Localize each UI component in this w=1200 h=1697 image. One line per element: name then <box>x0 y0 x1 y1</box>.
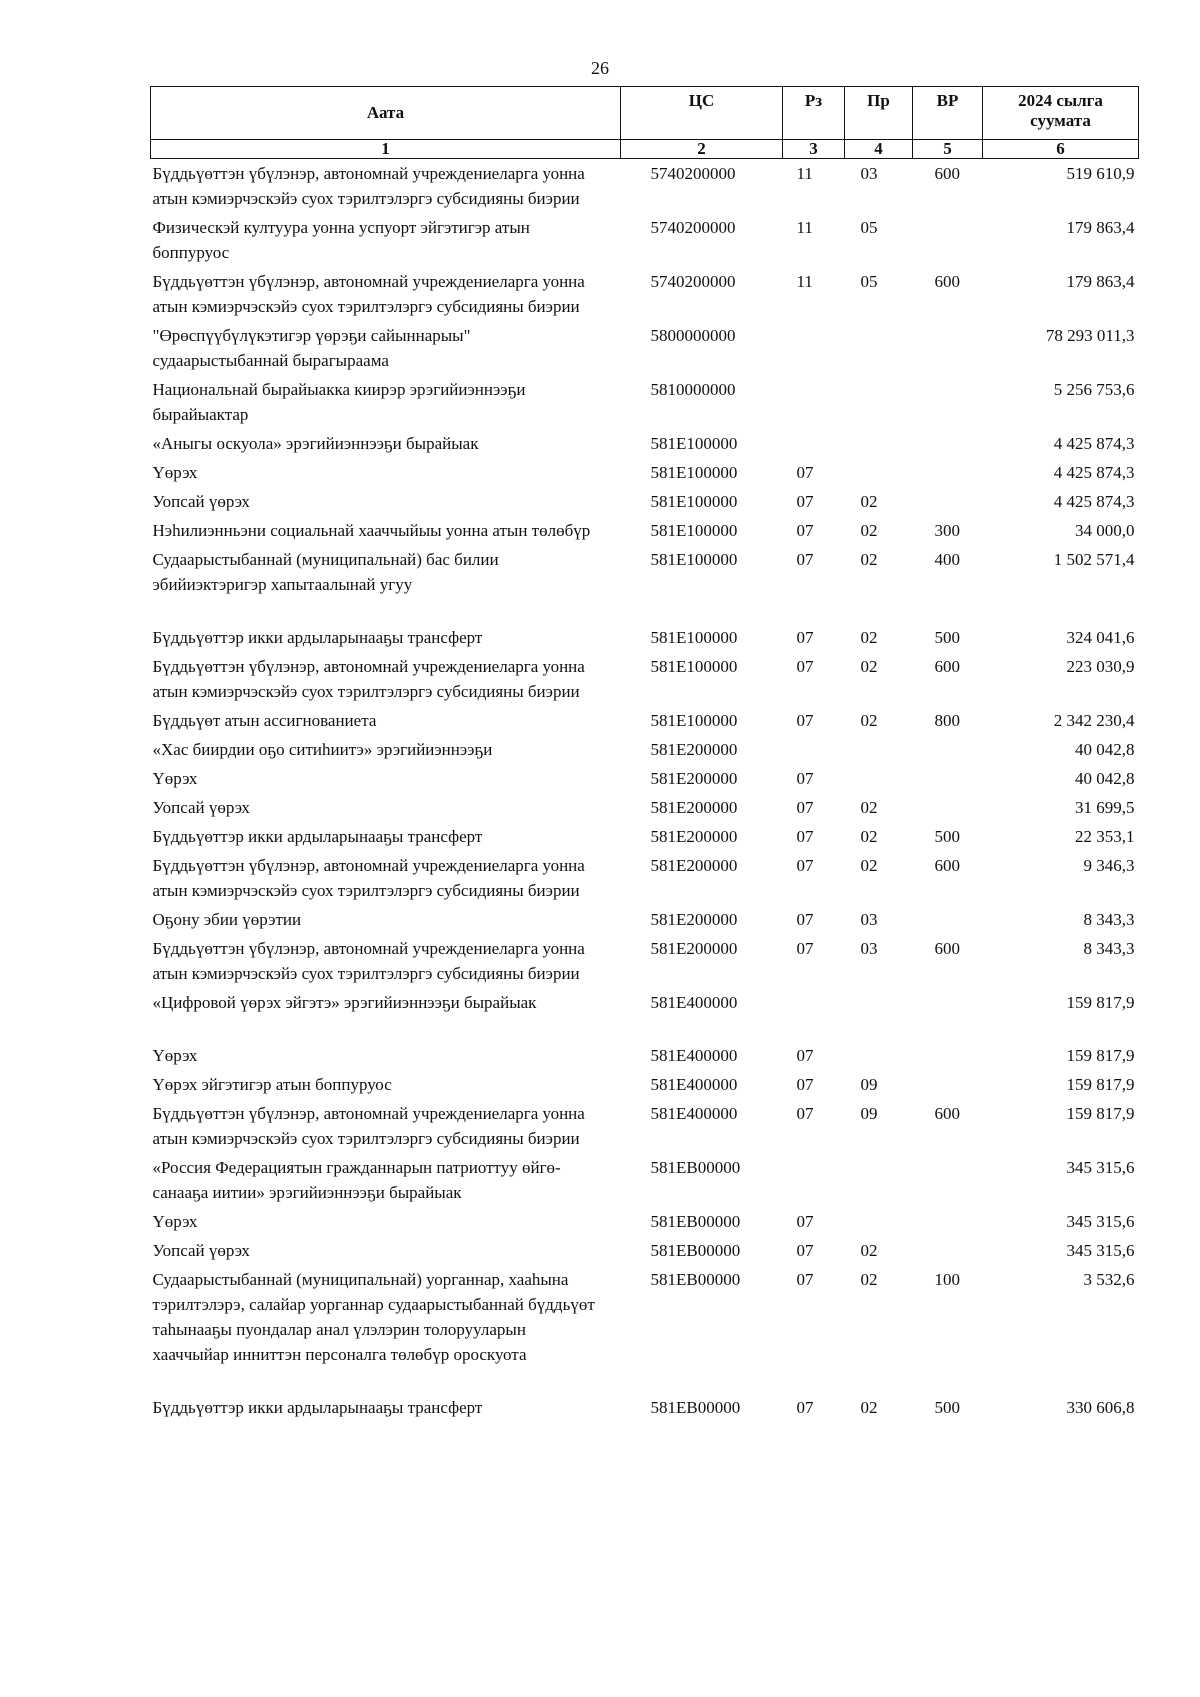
cell-cs: 581E100000 <box>650 657 738 676</box>
cell-sum: 78 293 011,3 <box>1045 326 1135 345</box>
table-row <box>151 375 1139 429</box>
cell-pr <box>845 1041 913 1070</box>
cell-rz: 07 <box>796 939 814 958</box>
cell-pr <box>845 1153 913 1207</box>
table-row <box>151 706 1139 735</box>
cell-rz: 07 <box>796 798 814 817</box>
cell-pr: 03 <box>860 164 878 183</box>
cell-vr: 600 <box>934 272 960 291</box>
header-rz: Рз <box>783 87 845 140</box>
cell-pr <box>845 1207 913 1236</box>
cell-name: Үөрэх <box>152 769 198 788</box>
cell-sum: 3 532,6 <box>1083 1270 1135 1289</box>
cell-sum: 34 000,0 <box>1075 521 1135 540</box>
cell-rz <box>783 1153 845 1207</box>
column-number: 1 <box>151 140 621 159</box>
cell-sum: 8 343,3 <box>1083 910 1135 929</box>
header-cs: ЦС <box>621 87 783 140</box>
cell-vr <box>913 1041 983 1070</box>
cell-name: Бүддьүөттэн үбүлэнэр, автономнай учреждениеларга уонна атын кэмиэрчэскэйэ суох тэрилтэлэргэ субсидияны биэрии <box>152 164 585 208</box>
cell-vr <box>913 1207 983 1236</box>
cell-name: Бүддьүөт атын ассигнованиета <box>152 711 377 730</box>
page-number: 26 <box>591 58 609 78</box>
table-row <box>151 516 1139 545</box>
cell-pr: 02 <box>860 628 878 647</box>
cell-rz: 07 <box>796 1212 814 1231</box>
header-name: Аата <box>151 87 621 140</box>
cell-cs: 581EB00000 <box>650 1241 741 1260</box>
table-row <box>151 429 1139 458</box>
column-number: 5 <box>913 140 983 159</box>
cell-name: Бүддьүөттэн үбүлэнэр, автономнай учреждениеларга уонна атын кэмиэрчэскэйэ суох тэрилтэлэргэ субсидияны биэрии <box>152 272 585 316</box>
cell-name: Үөрэх <box>152 463 198 482</box>
table-row <box>151 159 1139 214</box>
cell-name: «Цифровой үөрэх эйгэтэ» эрэгийиэннээҕи бырайыак <box>152 993 537 1012</box>
cell-vr <box>913 764 983 793</box>
table-row <box>151 545 1139 623</box>
cell-sum: 179 863,4 <box>1066 218 1135 237</box>
cell-cs: 581E400000 <box>650 1104 738 1123</box>
table-row <box>151 1207 1139 1236</box>
cell-rz <box>783 375 845 429</box>
cell-cs: 581E200000 <box>650 769 738 788</box>
cell-cs: 581E100000 <box>650 463 738 482</box>
cell-vr: 600 <box>934 164 960 183</box>
cell-vr <box>913 988 983 1041</box>
cell-pr <box>845 988 913 1041</box>
cell-rz: 07 <box>796 1046 814 1065</box>
cell-vr: 300 <box>934 521 960 540</box>
cell-rz <box>783 429 845 458</box>
cell-cs: 5800000000 <box>650 326 736 345</box>
cell-pr: 02 <box>860 1241 878 1260</box>
cell-name: Бүддьүөттэн үбүлэнэр, автономнай учреждениеларга уонна атын кэмиэрчэскэйэ суох тэрилтэлэргэ субсидияны биэрии <box>152 856 585 900</box>
cell-sum: 31 699,5 <box>1075 798 1135 817</box>
cell-vr <box>913 321 983 375</box>
cell-sum: 4 425 874,3 <box>1053 463 1135 482</box>
cell-pr: 03 <box>860 910 878 929</box>
header-sum: 2024 сылга суумата <box>983 87 1139 140</box>
table-row <box>151 735 1139 764</box>
table-row <box>151 1099 1139 1153</box>
cell-name: Бүддьүөттэн үбүлэнэр, автономнай учреждениеларга уонна атын кэмиэрчэскэйэ суох тэрилтэлэргэ субсидияны биэрии <box>152 939 585 983</box>
cell-rz: 11 <box>796 272 813 291</box>
table-row <box>151 458 1139 487</box>
cell-pr: 02 <box>860 1270 878 1289</box>
table-row <box>151 652 1139 706</box>
column-number: 6 <box>983 140 1139 159</box>
cell-vr <box>913 429 983 458</box>
cell-name: Бүддьүөттэр икки ардыларынааҕы трансферт <box>152 1398 483 1417</box>
cell-rz <box>783 321 845 375</box>
cell-name: Оҕону эбии үөрэтии <box>152 910 302 929</box>
cell-rz: 07 <box>796 711 814 730</box>
cell-rz: 07 <box>796 856 814 875</box>
cell-sum: 159 817,9 <box>1066 993 1135 1012</box>
cell-name: Нэһилиэнньэни социальнай хааччыйыы уонна атын төлөбүр <box>152 521 591 540</box>
cell-rz: 07 <box>796 827 814 846</box>
cell-cs: 581E200000 <box>650 939 738 958</box>
table-row <box>151 1393 1139 1422</box>
cell-name: Үөрэх <box>152 1046 198 1065</box>
cell-vr: 600 <box>934 939 960 958</box>
cell-rz: 07 <box>796 1075 814 1094</box>
cell-name: Үөрэх <box>152 1212 198 1231</box>
cell-cs: 581E400000 <box>650 1075 738 1094</box>
cell-pr <box>845 764 913 793</box>
cell-cs: 581E100000 <box>650 492 738 511</box>
cell-rz: 07 <box>796 1270 814 1289</box>
cell-sum: 22 353,1 <box>1075 827 1135 846</box>
cell-rz: 07 <box>796 463 814 482</box>
cell-sum: 324 041,6 <box>1066 628 1135 647</box>
cell-rz <box>783 735 845 764</box>
cell-pr: 02 <box>860 827 878 846</box>
cell-rz: 07 <box>796 550 814 569</box>
cell-pr: 05 <box>860 272 878 291</box>
cell-vr <box>913 793 983 822</box>
cell-rz: 07 <box>796 910 814 929</box>
cell-pr: 09 <box>860 1075 878 1094</box>
table-row <box>151 1265 1139 1393</box>
cell-vr: 400 <box>934 550 960 569</box>
cell-sum: 159 817,9 <box>1066 1104 1135 1123</box>
cell-pr <box>845 375 913 429</box>
header-pr: Пр <box>845 87 913 140</box>
cell-rz: 07 <box>796 657 814 676</box>
table-row <box>151 905 1139 934</box>
cell-name: "Өрөспүүбүлүкэтигэр үөрэҕи сайыннарыы" судаарыстыбаннай бырагыраама <box>152 326 471 370</box>
cell-pr <box>845 429 913 458</box>
cell-sum: 159 817,9 <box>1066 1046 1135 1065</box>
cell-cs: 581E400000 <box>650 1046 738 1065</box>
cell-name: Физическэй култуура уонна успуорт эйгэтигэр атын боппуруос <box>152 218 530 262</box>
table-row <box>151 1041 1139 1070</box>
cell-sum: 8 343,3 <box>1083 939 1135 958</box>
table-row <box>151 213 1139 267</box>
cell-pr: 02 <box>860 798 878 817</box>
cell-vr: 500 <box>934 1398 960 1417</box>
cell-vr: 800 <box>934 711 960 730</box>
table-row <box>151 623 1139 652</box>
cell-vr <box>913 487 983 516</box>
cell-pr: 02 <box>860 657 878 676</box>
table-row <box>151 793 1139 822</box>
cell-pr <box>845 458 913 487</box>
cell-cs: 5740200000 <box>650 164 736 183</box>
cell-vr: 600 <box>934 856 960 875</box>
cell-rz <box>783 988 845 1041</box>
cell-vr: 100 <box>934 1270 960 1289</box>
cell-name: Уопсай үөрэх <box>152 798 250 817</box>
cell-pr: 09 <box>860 1104 878 1123</box>
cell-pr: 03 <box>860 939 878 958</box>
cell-pr: 02 <box>860 711 878 730</box>
column-number-row <box>151 140 1139 159</box>
cell-sum: 40 042,8 <box>1075 740 1135 759</box>
budget-table <box>150 86 1139 1422</box>
cell-vr <box>913 1153 983 1207</box>
table-row <box>151 934 1139 988</box>
cell-vr <box>913 905 983 934</box>
cell-vr <box>913 735 983 764</box>
table-row <box>151 321 1139 375</box>
table-row <box>151 1236 1139 1265</box>
cell-cs: 581E200000 <box>650 910 738 929</box>
cell-cs: 581E100000 <box>650 628 738 647</box>
cell-vr <box>913 213 983 267</box>
table-row <box>151 1070 1139 1099</box>
cell-pr: 02 <box>860 550 878 569</box>
cell-vr: 500 <box>934 628 960 647</box>
cell-rz: 07 <box>796 1104 814 1123</box>
cell-name: Уопсай үөрэх <box>152 1241 250 1260</box>
cell-rz: 07 <box>796 521 814 540</box>
cell-sum: 330 606,8 <box>1066 1398 1135 1417</box>
cell-sum: 223 030,9 <box>1066 657 1135 676</box>
cell-sum: 519 610,9 <box>1066 164 1135 183</box>
header-row <box>151 87 1139 140</box>
cell-pr <box>845 321 913 375</box>
cell-name: Уопсай үөрэх <box>152 492 250 511</box>
cell-name: «Аныгы оскуола» эрэгийиэннээҕи бырайыак <box>152 434 479 453</box>
cell-sum: 9 346,3 <box>1083 856 1135 875</box>
table-row <box>151 822 1139 851</box>
table-row <box>151 851 1139 905</box>
cell-pr: 02 <box>860 492 878 511</box>
cell-rz: 07 <box>796 628 814 647</box>
cell-cs: 5740200000 <box>650 218 736 237</box>
cell-vr <box>913 458 983 487</box>
cell-cs: 581E100000 <box>650 521 738 540</box>
cell-sum: 345 315,6 <box>1066 1158 1135 1177</box>
cell-sum: 5 256 753,6 <box>1053 380 1135 399</box>
cell-cs: 581EB00000 <box>650 1212 741 1231</box>
cell-name: Үөрэх эйгэтигэр атын боппуруос <box>152 1075 392 1094</box>
column-number: 2 <box>621 140 783 159</box>
cell-sum: 179 863,4 <box>1066 272 1135 291</box>
cell-name: Национальнай бырайыакка киирэр эрэгийиэннээҕи бырайыактар <box>152 380 526 424</box>
cell-cs: 581E200000 <box>650 827 738 846</box>
cell-cs: 581EB00000 <box>650 1398 741 1417</box>
cell-rz: 07 <box>796 1241 814 1260</box>
cell-vr: 600 <box>934 657 960 676</box>
cell-pr: 02 <box>860 856 878 875</box>
cell-sum: 159 817,9 <box>1066 1075 1135 1094</box>
cell-name: «Россия Федерациятын гражданнарын патриоттуу өйгө-санааҕа иитии» эрэгийиэннээҕи бырайыак <box>152 1158 561 1202</box>
cell-cs: 581E100000 <box>650 434 738 453</box>
cell-cs: 5810000000 <box>650 380 736 399</box>
cell-pr: 05 <box>860 218 878 237</box>
cell-name: Бүддьүөттэн үбүлэнэр, автономнай учреждениеларга уонна атын кэмиэрчэскэйэ суох тэрилтэлэргэ субсидияны биэрии <box>152 1104 585 1148</box>
column-number: 3 <box>783 140 845 159</box>
cell-rz: 07 <box>796 769 814 788</box>
cell-vr: 600 <box>934 1104 960 1123</box>
header-vr: ВР <box>913 87 983 140</box>
cell-sum: 4 425 874,3 <box>1053 434 1135 453</box>
cell-rz: 07 <box>796 1398 814 1417</box>
cell-name: Судаарыстыбаннай (муниципальнай) уорганнар, хааһына тэрилтэлэрэ, салайар уорганнар судаарыстыбаннай бүддьүөт таһынааҕы пуондалар анал үлэлэрин толорууларын хааччыйар инниттэн персоналга төлөбүр ороскуота <box>152 1270 595 1364</box>
cell-cs: 5740200000 <box>650 272 736 291</box>
cell-name: Бүддьүөттэр икки ардыларынааҕы трансферт <box>152 628 483 647</box>
cell-vr: 500 <box>934 827 960 846</box>
table-body <box>151 159 1139 1423</box>
cell-rz: 11 <box>796 218 813 237</box>
cell-pr <box>845 735 913 764</box>
cell-rz: 11 <box>796 164 813 183</box>
table-row <box>151 988 1139 1041</box>
table-row <box>151 764 1139 793</box>
cell-pr: 02 <box>860 1398 878 1417</box>
cell-cs: 581EB00000 <box>650 1270 741 1289</box>
cell-vr <box>913 1070 983 1099</box>
cell-vr <box>913 375 983 429</box>
table-row <box>151 1153 1139 1207</box>
cell-cs: 581E400000 <box>650 993 738 1012</box>
cell-cs: 581E100000 <box>650 550 738 569</box>
cell-cs: 581E100000 <box>650 711 738 730</box>
cell-vr <box>913 1236 983 1265</box>
column-number: 4 <box>845 140 913 159</box>
cell-sum: 345 315,6 <box>1066 1212 1135 1231</box>
cell-sum: 4 425 874,3 <box>1053 492 1135 511</box>
cell-name: «Хас биирдии оҕо ситиһиитэ» эрэгийиэннээҕи <box>152 740 493 759</box>
cell-sum: 40 042,8 <box>1075 769 1135 788</box>
cell-pr: 02 <box>860 521 878 540</box>
cell-name: Бүддьүөттэр икки ардыларынааҕы трансферт <box>152 827 483 846</box>
table-header <box>151 87 1139 159</box>
cell-sum: 2 342 230,4 <box>1053 711 1135 730</box>
cell-sum: 1 502 571,4 <box>1053 550 1135 569</box>
cell-name: Бүддьүөттэн үбүлэнэр, автономнай учреждениеларга уонна атын кэмиэрчэскэйэ суох тэрилтэлэргэ субсидияны биэрии <box>152 657 585 701</box>
cell-rz: 07 <box>796 492 814 511</box>
cell-sum: 345 315,6 <box>1066 1241 1135 1260</box>
cell-name: Судаарыстыбаннай (муниципальнай) бас билии эбийиэктэригэр хапытаалынай угуу <box>152 550 499 594</box>
table-row <box>151 487 1139 516</box>
cell-cs: 581EB00000 <box>650 1158 741 1177</box>
table-row <box>151 267 1139 321</box>
cell-cs: 581E200000 <box>650 798 738 817</box>
cell-cs: 581E200000 <box>650 740 738 759</box>
cell-cs: 581E200000 <box>650 856 738 875</box>
